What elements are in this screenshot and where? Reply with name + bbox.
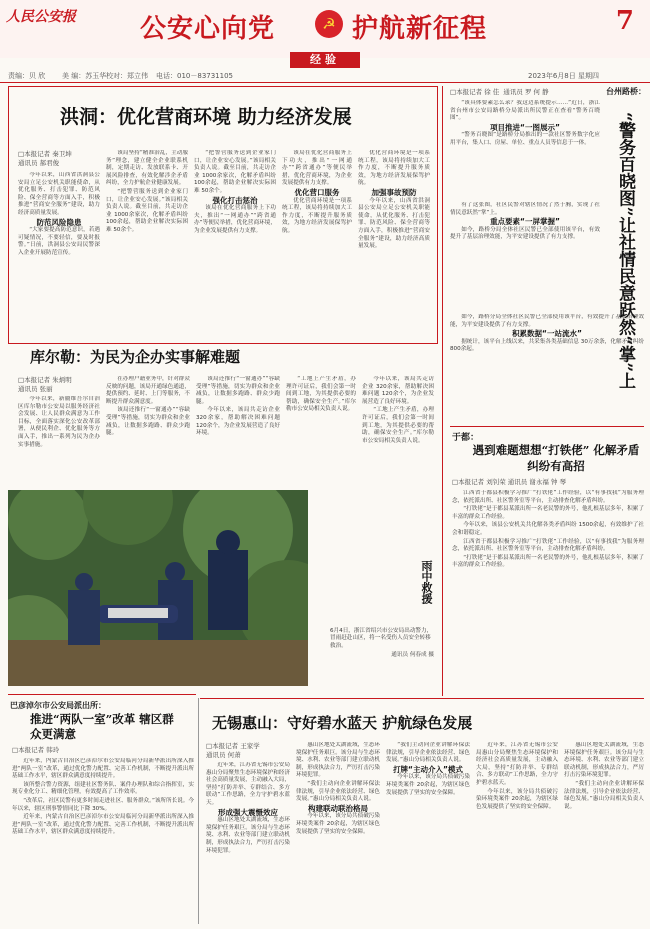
photo-caption — [330, 628, 434, 688]
paragraph: 今年以来，该分局共侦破污染环境类案件 20余起，为辖区绿色发展提供了坚实的安全保障。 — [386, 774, 470, 796]
article-korla-column-1 — [18, 396, 100, 488]
paragraph: “把警营服务送到企业家门口，让企业安心发展。”该局相关负责人说。截至目前，共走访企业 1000余家次，化解矛盾纠纷 100余起，帮助企业解决实际困难 50余个。 — [106, 188, 188, 233]
divider — [450, 426, 644, 427]
article-korla-column-5 — [362, 376, 434, 488]
paragraph: 优化营商环境是一项系统工程，该局将持续加大工作力度，不断提升服务质效，为地方经济发展保驾护航。 — [282, 197, 352, 234]
subhead: 防范风险隐患 — [36, 217, 82, 227]
article-yudu-byline: □本报记者 刘钊荣 通讯员 谢永福 钟 琴 — [452, 478, 566, 486]
party-emblem-icon: ☭ — [315, 10, 343, 38]
paragraph: “把警营服务送到企业家门口，让企业安心发展。”该局相关负责人说。截至目前，共走访企业 1000余家次，化解矛盾纠纷 100余起，帮助企业解决实际困难 50余个。 — [194, 150, 276, 194]
paragraph: 如今，路桥分局全体社区民警已全部使用该平台，有效提升了基层治理效能，为平安建设提供了有力支撑。 — [450, 226, 600, 241]
article-wuxi-title: 无锡惠山：守好碧水蓝天 护航绿色发展 — [212, 714, 473, 732]
paragraph: 该局还推行“一窗通办”“容缺受理”等措施，切实为群众和企业减负，让数据多跑路、群众少跑腿。 — [106, 407, 190, 437]
article-wuxi-column-3 — [386, 742, 470, 924]
subhead: 形成强大震慑效应 — [218, 807, 278, 817]
subhead: 项目推进“一图展示” — [490, 122, 560, 132]
rescue-photo — [8, 490, 308, 686]
paragraph: 优化营商环境是一项系统工程，该局将持续加大工作力度，不断提升服务质效，为地方经济发展保驾护航。 — [358, 150, 430, 187]
article-bayannur-kicker: 巴彦淖尔市公安局派出所： — [10, 701, 106, 710]
paragraph: 在办理户籍业务中，针对群众反映的问题，该局开通绿色通道，提供预约、延时、上门等服务，不断提升群众满意度。 — [106, 376, 190, 405]
article-taizhou-section-3 — [450, 314, 644, 424]
paragraph: 今年以来，该局共走访企业 320余家，帮助解决困难问题 120余个，为企业发展营造了良好环境。 — [196, 407, 280, 437]
paragraph: “我们主动向企业讲解环保法律法规，引导企业依法经营、绿色发展。”惠山分局相关负责人说。 — [564, 780, 644, 810]
paragraph: “警务百晓图”是路桥分局推出的一款社区警务数字化应用平台，集人口、房屋、单位、重点人员等信息于一体。 — [450, 132, 600, 146]
article-bayannur-byline: □本报记者 韩玲 — [12, 746, 60, 754]
article-taizhou-intro — [450, 100, 600, 200]
byline-correspondent: 通讯员 张丽 — [18, 385, 53, 393]
paragraph: 近年来，江苏省无锡市公安局惠山分局聚焦生态环境保护和经济社会高质量发展，主动融入大局，坚持“打防并举、专群结合、多方联动”工作思路，全力守护碧水蓝天。 — [206, 762, 290, 806]
byline-correspondent: 通讯员 何萧 — [206, 751, 241, 759]
paragraph: 有了这张图，社区民警对辖区情况了然于胸，实现了社情民意跃然“掌”上。 — [450, 202, 600, 216]
newspaper-logo: 人民公安报 — [6, 9, 76, 25]
paragraph: “打铁佬”是于都县某派出所一名老民警的外号，他扎根基层多年，积累了丰富的群众工作经验。 — [452, 506, 644, 520]
subhead: 优化营口服务 — [294, 187, 340, 197]
lead-article-column-3 — [194, 150, 276, 337]
paragraph: 据统计，该平台上线以来，共采集各类基础信息 30万余条，化解矛盾纠纷 800余起。 — [450, 338, 644, 353]
paragraph: 今年以来，该分局共侦破污染环境类案件 20余起，为辖区绿色发展提供了坚实的安全保障。 — [296, 813, 380, 835]
paragraph: 近年来，内蒙古自治区巴彦淖尔市公安局临河分局新华派出所深入推进“两队一室”改革，通过优化警力配置、完善工作机制，不断提升派出所基础工作水平，辖区群众满意度持续提升。 — [12, 814, 194, 836]
article-taizhou-section-2 — [450, 202, 600, 312]
subhead: 积累数据“一站流水” — [512, 329, 582, 339]
paragraph: 今年以来，该县公安机关共化解各类矛盾纠纷 1500余起，有效维护了社会和谐稳定。 — [452, 522, 644, 536]
paragraph: 今年以来，该分局共侦破污染环境类案件 20余起，为辖区绿色发展提供了坚实的安全保障。 — [476, 788, 558, 810]
article-wuxi-byline — [206, 742, 276, 760]
subhead: 打牌“主动介入”模式 — [393, 764, 463, 774]
paragraph: 江西省于都县积极学习推广“打铁佬”工作经验，以“有事找我”为服务理念，依托派出所、社区警务室等平台，主动排查化解矛盾纠纷。 — [452, 538, 644, 553]
paragraph: “工地上产生矛盾，办理许可证后，我们会第一时间到工地，为其提供必要的帮助，确保安全生产。”库尔勒市公安局相关负责人说。 — [286, 376, 356, 413]
issue-date: 2023年6月8日 星期四 — [528, 72, 599, 80]
paragraph: 如今，路桥分局全体社区民警已全部使用该平台，有效提升了基层治理效能，为平安建设提供了有力支撑。 — [450, 314, 644, 328]
article-wuxi-column-5 — [564, 742, 644, 924]
lead-article-title: 洪洞：优化营商环境 助力经济发展 — [60, 106, 352, 128]
subhead: 重点要素“一屏掌握” — [490, 217, 560, 227]
article-taizhou-kicker: 台州路桥： — [606, 87, 646, 96]
byline-reporter: □本报记者 王家学 — [206, 742, 260, 750]
paragraph: 惠山区地处太湖流域，生态环境保护任务艰巨。该分局与生态环境、水利、农业等部门建立联动机制，形成执法合力，严厉打击污染环境犯罪。 — [564, 742, 644, 779]
caption-credit: 通讯员 何春成 摄 — [391, 652, 434, 659]
byline-reporter: □本报记者 秦卫坤 — [18, 150, 72, 158]
paragraph: “我们主动向企业讲解环保法律法规，引导企业依法经营、绿色发展。”惠山分局相关负责人说。 — [296, 780, 380, 803]
banner-slogan-left: 公安心向党 — [140, 14, 276, 44]
column-rule — [198, 698, 199, 924]
article-yudu-kicker: 于都： — [452, 433, 480, 443]
paragraph: 近年来，江苏省无锡市公安局惠山分局聚焦生态环境保护和经济社会高质量发展，主动融入大局，坚持“打防并举、专群结合、多方联动”工作思路，全力守护碧水蓝天。 — [476, 742, 558, 786]
paragraph: “我们主动向企业讲解环保法律法规，引导企业依法经营、绿色发展。”惠山分局相关负责人说。 — [386, 742, 470, 764]
paragraph: “该具体要素怎么录？我这边系统提示……”近日，浙江省台州市公安局路桥分局派出所民警正在查看“警务百晓图”。 — [450, 100, 600, 122]
design-info: 美 编：苏玉华 — [62, 72, 107, 80]
subhead: 强化打击惩治 — [212, 195, 258, 205]
rescue-photo-illustration — [8, 490, 308, 686]
paragraph: 今年以来，山西省洪洞县公安局立足公安机关职能使命，从优化服务、打击犯罪、防范风险、保全营商等方面入手，积极推进“营商安全服务”建设，助力经济高质量发展。 — [18, 172, 100, 216]
phone-info: 电话：010－83731105 — [156, 72, 233, 80]
article-korla-byline — [18, 376, 88, 394]
article-korla-column-2 — [106, 376, 190, 488]
photo-caption-title: 雨中救援 — [420, 560, 433, 604]
editor-info: 责编：贝 欣 — [8, 72, 46, 80]
article-wuxi-column-1 — [206, 762, 290, 924]
proofread-info: 校对：郑立伟 — [106, 72, 148, 80]
paragraph: “改革后，社区民警有更多时间走进社区、服务群众。”该所所长说。今年以来，辖区刑事警情同比下降 30%。 — [12, 797, 194, 812]
lead-article-column-2 — [106, 150, 188, 337]
lead-article-byline — [18, 150, 88, 168]
paragraph: 该局还推行“一窗通办”“容缺受理”等措施，切实为群众和企业减负，让数据多跑路、群众少跑腿。 — [196, 376, 280, 405]
article-bayannur-title: 推进“两队一室”改革 辖区群众更满意 — [30, 712, 174, 741]
paragraph: 江西省于都县积极学习推广“打铁佬”工作经验，以“有事找我”为服务理念，依托派出所、社区警务室等平台，主动排查化解矛盾纠纷。 — [452, 490, 644, 504]
divider — [200, 698, 644, 699]
article-wuxi-column-4 — [476, 742, 558, 924]
article-wuxi-column-2 — [296, 742, 380, 924]
article-yudu-title: 遇到难题想想“打铁佬” 化解矛盾纠纷有高招 — [472, 443, 640, 473]
banner-slogan-right: 护航新征程 — [352, 14, 488, 44]
paragraph: “大家要提高防范意识，若遇可疑情况，不要轻信，要及时报警。”日前，洪洞县公安局民警深入企业开展防范宣传。 — [18, 227, 100, 256]
article-korla-column-3 — [196, 376, 280, 488]
subhead: 构建联动联治格局 — [308, 803, 368, 813]
paragraph: 今年以来，新疆维吾尔自治区库尔勒市公安局以服务经济社会发展、让人民群众满意为工作目标，全面落实深化公安改革部署，从便民利企、优化服务等方面入手，推出一系列为民为企办实事措施。 — [18, 396, 100, 448]
byline-correspondent: 通讯员 罗 何 静 — [503, 88, 549, 96]
caption-text: 6月4日，浙江省绍兴市公安局出动警力，冒雨赶赴山区，将一名受伤人员安全转移救治。 — [330, 628, 433, 649]
lead-article-column-1 — [18, 172, 100, 337]
paragraph: “打铁佬”是于都县某派出所一名老民警的外号，他扎根基层多年，积累了丰富的群众工作经验。 — [452, 554, 644, 569]
page-number: 7 — [615, 6, 634, 36]
column-rule — [442, 86, 443, 696]
article-korla-column-4 — [286, 376, 356, 488]
section-label: 经验 — [290, 52, 360, 68]
paragraph: 该局在优化营商服务上下功夫，推出“一网通办”“跨省通办”等便民举措，优化营商环境，为企业发展提供有力支撑。 — [282, 150, 352, 187]
byline-reporter: □本报记者 徐 佳 — [450, 88, 500, 96]
paragraph: 惠山区地处太湖流域，生态环境保护任务艰巨。该分局与生态环境、水利、农业等部门建立联动机制，形成执法合力，严厉打击污染环境犯罪。 — [296, 742, 380, 779]
lead-article-column-5 — [358, 150, 430, 337]
article-bayannur-body — [12, 758, 194, 924]
paragraph: 近年来，内蒙古自治区巴彦淖尔市公安局临河分局新华派出所深入推进“两队一室”改革，通过优化警力配置、完善工作机制，不断提升派出所基础工作水平，辖区群众满意度持续提升。 — [12, 758, 194, 780]
paragraph: 该局坚持“精准治乱，主动服务”理念，建立健全企业联系机制，定期走访、发放联系卡、开展风险排查，有效化解涉企矛盾纠纷，全力护航企业健康发展。 — [106, 150, 188, 187]
byline-correspondent: 通讯员 郝君俊 — [18, 159, 60, 167]
article-taizhou-byline — [450, 88, 610, 97]
paragraph: 该所整合警力资源，组建社区警务队、案件办理队和综合指挥室，实现专业化分工、精细化管理，有效提高了工作效率。 — [12, 781, 194, 796]
paragraph: 惠山区地处太湖流域，生态环境保护任务艰巨。该分局与生态环境、水利、农业等部门建立联动机制，形成执法合力，严厉打击污染环境犯罪。 — [206, 817, 290, 854]
lead-article-column-4 — [282, 150, 352, 337]
paragraph: 该局在优化营商服务上下功夫，推出“一网通办”“跨省通办”等便民举措，优化营商环境，为企业发展提供有力支撑。 — [194, 205, 276, 234]
article-korla-title: 库尔勒：为民为企办实事解难题 — [30, 348, 241, 366]
info-bar — [0, 70, 650, 83]
subhead: 加强事故预防 — [371, 187, 417, 197]
paragraph: “工地上产生矛盾，办理许可证后，我们会第一时间到工地，为其提供必要的帮助，确保安全生产。”库尔勒市公安局相关负责人说。 — [362, 407, 434, 444]
divider — [8, 694, 196, 695]
paragraph: 今年以来，山西省洪洞县公安局立足公安机关职能使命，从优化服务、打击犯罪、防范风险、保全营商等方面入手，积极推进“营商安全服务”建设，助力经济高质量发展。 — [358, 197, 430, 250]
paragraph: 今年以来，该局共走访企业 320余家，帮助解决困难问题 120余个，为企业发展营造了良好环境。 — [362, 376, 434, 405]
article-yudu-body — [452, 490, 644, 694]
article-taizhou-title: “警务百晓图”让社情民意跃然“掌”上 — [615, 112, 635, 390]
byline-reporter: □本报记者 朱炳明 — [18, 376, 72, 384]
